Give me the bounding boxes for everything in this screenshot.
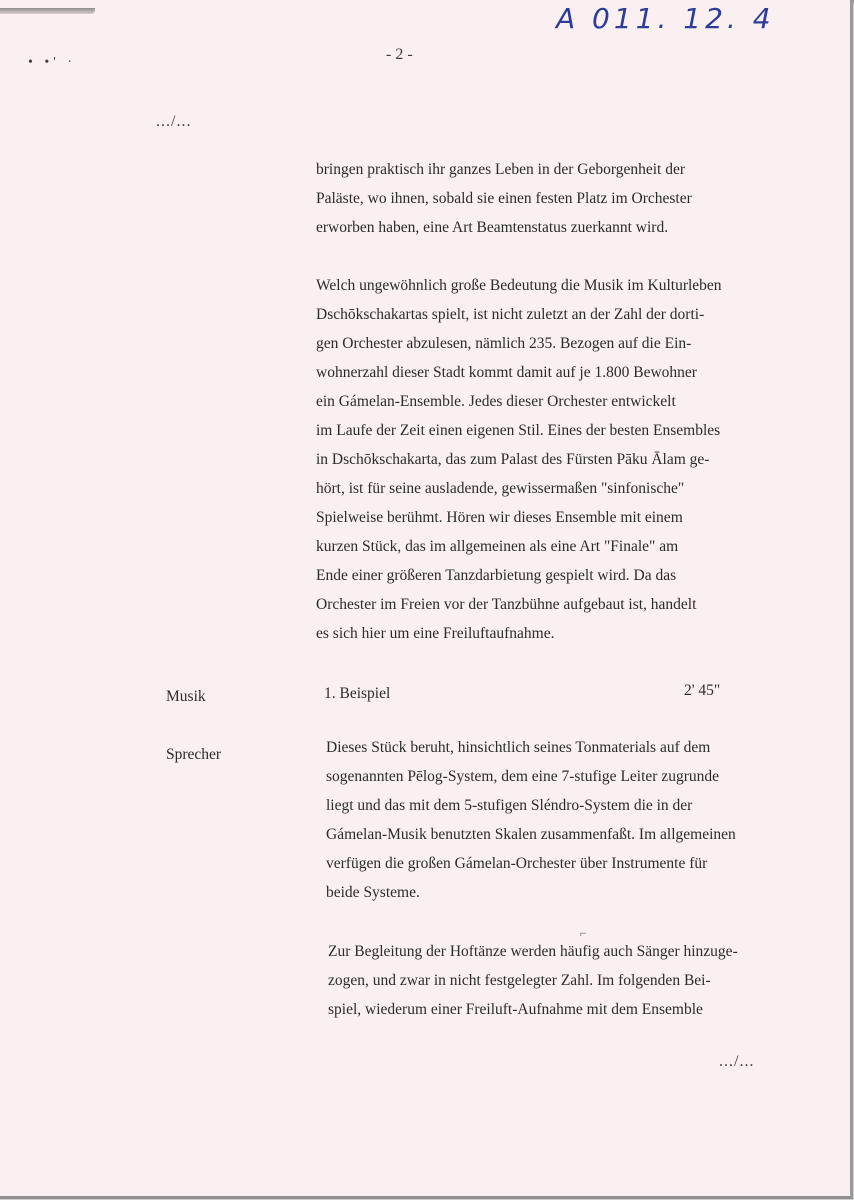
text-line: spiel, wiederum einer Freiluft-Aufnahme mit dem Ensemble xyxy=(328,1001,703,1018)
text-line: Dieses Stück beruht, hinsichtlich seines Tonmaterials auf dem xyxy=(326,739,711,756)
scan-specks: • •' · xyxy=(28,55,76,70)
paragraph-4 xyxy=(328,937,738,1024)
text-line: zogen, und zwar in nicht festgelegter Zahl. Im folgenden Bei- xyxy=(328,972,711,989)
paragraph-1 xyxy=(316,155,692,242)
text-line: beide Systeme. xyxy=(326,884,420,901)
text-line: verfügen die großen Gámelan-Orchester über Instrumente für xyxy=(326,855,708,872)
text-line: Zur Begleitung der Hoftänze werden häufig auch Sänger hinzuge- xyxy=(328,943,738,960)
text-line: gen Orchester abzulesen, nämlich 235. Bezogen auf die Ein- xyxy=(316,335,692,352)
text-line: Dschōkschakartas spielt, ist nicht zuletzt an der Zahl der dorti- xyxy=(316,306,705,323)
text-line: wohnerzahl dieser Stadt kommt damit auf je 1.800 Bewohner xyxy=(316,364,697,381)
text-line: hört, ist für seine ausladende, gewissermaßen "sinfonische" xyxy=(316,480,685,497)
text-line: Welch ungewöhnlich große Bedeutung die Musik im Kulturleben xyxy=(316,277,722,294)
example-label: 1. Beispiel xyxy=(324,685,391,702)
continuation-mark-bottom: .../... xyxy=(719,1053,755,1070)
ink-speck: ⌐ xyxy=(580,926,587,940)
text-line: Paläste, wo ihnen, sobald sie einen festen Platz im Orchester xyxy=(316,190,692,207)
text-line: es sich hier um eine Freiluftaufnahme. xyxy=(316,625,555,642)
text-line: Gámelan-Musik benutzten Skalen zusammenfaßt. Im allgemeinen xyxy=(326,826,736,843)
text-line: im Laufe der Zeit einen eigenen Stil. Eines der besten Ensembles xyxy=(316,422,721,439)
text-line: Spielweise berühmt. Hören wir dieses Ensemble mit einem xyxy=(316,509,683,526)
text-line: erworben haben, eine Art Beamtenstatus zuerkannt wird. xyxy=(316,219,669,236)
text-line: liegt und das mit dem 5-stufigen Sléndro-System die in der xyxy=(326,797,693,814)
paragraph-3 xyxy=(326,733,736,907)
text-line: bringen praktisch ihr ganzes Leben in der Geborgenheit der xyxy=(316,161,685,178)
handwritten-archive-number: A 011. 12. 4 xyxy=(556,2,775,35)
continuation-mark-top: .../... xyxy=(156,113,192,130)
text-line: Orchester im Freien vor der Tanzbühne aufgebaut ist, handelt xyxy=(316,596,697,613)
example-duration: 2' 45" xyxy=(684,682,721,699)
text-line: ein Gámelan-Ensemble. Jedes dieser Orchester entwickelt xyxy=(316,393,676,410)
text-line: Ende einer größeren Tanzdarbietung gespielt wird. Da das xyxy=(316,567,677,584)
speaker-label: Sprecher xyxy=(166,746,222,763)
text-line: kurzen Stück, das im allgemeinen als eine Art "Finale" am xyxy=(316,538,679,555)
tape-mark xyxy=(0,8,95,14)
music-label: Musik xyxy=(166,688,206,705)
text-line: sogenannten Pēlog-System, dem eine 7-stufige Leiter zugrunde xyxy=(326,768,719,785)
paragraph-2 xyxy=(316,271,722,648)
page-number: - 2 - xyxy=(386,46,413,63)
text-line: in Dschōkschakarta, das zum Palast des Fürsten Pāku Ālam ge- xyxy=(316,451,710,468)
